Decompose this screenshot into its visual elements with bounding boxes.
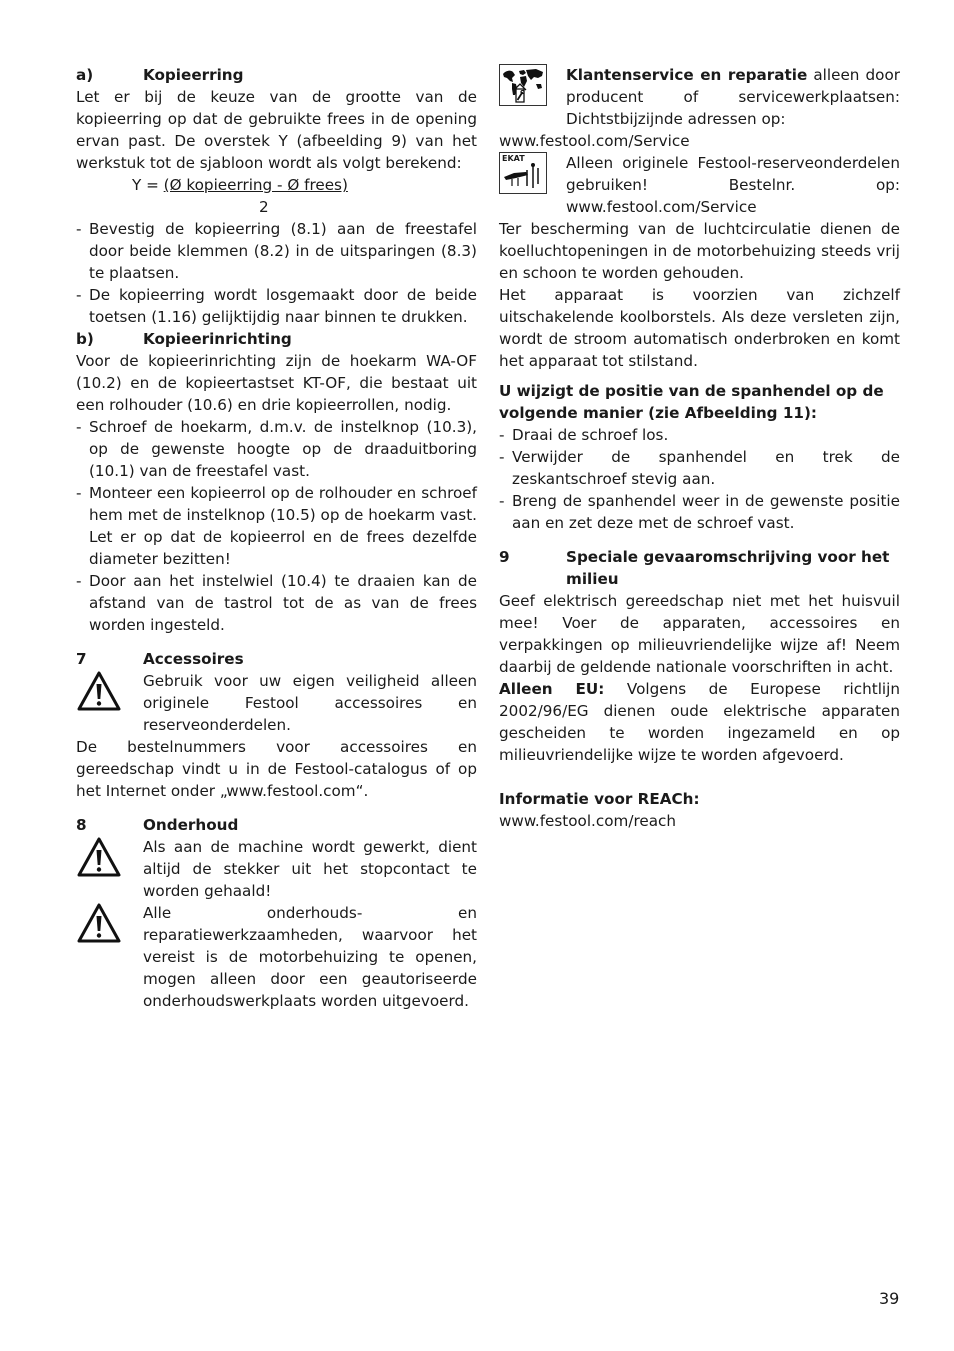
ekat-text: Alleen originele Festool-reserveonderdelen gebruiken! Bestelnr. op: www.festool.com/Service xyxy=(566,154,900,216)
formula xyxy=(76,174,477,196)
ekat-spare-parts-icon xyxy=(499,152,547,194)
section-9-number: 9 xyxy=(499,548,510,566)
section-b-title: Kopieerinrichting xyxy=(143,330,292,348)
page-number: 39 xyxy=(879,1289,900,1308)
section-7-warning-text: Gebruik voor uw eigen veiligheid alleen originele Festool accessoires en reserveonderdelen. xyxy=(143,672,477,734)
section-8-warning-text-1: Als aan de machine wordt gewerkt, dient altijd de stekker uit het stopcontact te worden gehaald! xyxy=(143,838,477,900)
formula-denominator: 2 xyxy=(259,198,269,216)
list-item: - Draai de schroef los. xyxy=(499,426,669,444)
right-column xyxy=(499,64,900,832)
reach-heading: Informatie voor REACh: xyxy=(499,790,700,808)
section-a-text: Let er bij de keuze van de grootte van de kopieerring op dat de gebruikte frees in de opening ervan past. De overstek Y (afbeelding 9) van het werkstuk tot de sjabloon wordt als volgt berekend: xyxy=(76,88,477,172)
section-8-heading xyxy=(76,814,477,836)
eu-text: Alleen EU: Volgens de Europese richtlijn 2002/96/EG dienen oude elektrische apparaten gescheiden te worden ingezameld en op milieuvriendelijke wijze te worden afgevoerd. xyxy=(499,680,900,764)
warning-triangle-icon xyxy=(76,902,143,950)
section-b-label: b) xyxy=(76,330,94,348)
service-text: alleen door producent of servicewerkplaatsen: Dichtstbijzijnde adressen op: xyxy=(566,66,900,128)
formula-lhs: Y = xyxy=(132,176,164,194)
left-column xyxy=(76,64,477,1012)
section-7-number: 7 xyxy=(76,650,87,668)
world-map-service-icon xyxy=(499,64,547,106)
list-item: - Breng de spanhendel weer in de gewenste positie aan en zet deze met de schroef vast. xyxy=(499,492,900,532)
section-9-heading xyxy=(499,546,900,590)
list-item: - Bevestig de kopieerring (8.1) aan de freestafel door beide klemmen (8.2) in de uitsparingen (8.3) te plaatsen. xyxy=(76,220,477,282)
lever-heading: U wijzigt de positie van de spanhendel op de volgende manier (zie Afbeelding 11): xyxy=(499,382,884,422)
section-a-label: a) xyxy=(76,66,94,84)
section-8-title: Onderhoud xyxy=(143,816,239,834)
section-8-number: 8 xyxy=(76,816,87,834)
section-7-text: De bestelnummers voor accessoires en gereedschap vindt u in de Festool-catalogus of op het Internet onder „www.festool.com“. xyxy=(76,738,477,800)
ekat-block xyxy=(499,152,900,218)
warning-block xyxy=(76,902,477,1012)
ekat-label: EKAT xyxy=(502,154,525,163)
warning-block xyxy=(76,670,477,736)
list-item: - Monteer een kopieerrol op de rolhouder en schroef hem met de instelknop (10.5) op de hoekarm vast. Let er op dat de kopieerrol en de frees dezelfde diameter bezitten! xyxy=(76,484,477,568)
reach-url: www.festool.com/reach xyxy=(499,812,676,830)
brush-text: Het apparaat is voorzien van zichzelf uitschakelende koolborstels. Als deze versleten zijn, wordt de stroom automatisch onderbroken en komt het apparaat tot stilstand. xyxy=(499,286,900,370)
list-item: - Verwijder de spanhendel en trek de zeskantschroef stevig aan. xyxy=(499,448,900,488)
section-9-title: Speciale gevaaromschrijving voor het milieu xyxy=(566,548,890,588)
warning-block xyxy=(76,836,477,902)
cooling-text: Ter bescherming van de luchtcirculatie dienen de koelluchtopeningen in de motorbehuizing steeds vrij en schoon te worden gehouden. xyxy=(499,220,900,282)
section-a-heading xyxy=(76,64,477,86)
section-9-text: Geef elektrisch gereedschap niet met het huisvuil mee! Voer de apparaten, accessoires en verpakkingen op milieuvriendelijke wijze af! Neem daarbij de geldende nationale voorschriften in acht. xyxy=(499,592,900,676)
list-item: - Schroef de hoekarm, d.m.v. de instelknop (10.3), op de gewenste hoogte op de draaduitboring (10.1) van de freestafel vast. xyxy=(76,418,477,480)
section-b-text: Voor de kopieerinrichting zijn de hoekarm WA-OF (10.2) en de kopieertastset KT-OF, die bestaat uit een rolhouder (10.6) en drie kopieerrollen, nodig. xyxy=(76,352,477,414)
service-block xyxy=(499,64,900,130)
warning-triangle-icon xyxy=(76,836,143,884)
section-7-heading xyxy=(76,648,477,670)
service-title: Klantenservice en reparatie xyxy=(566,66,808,84)
service-url: www.festool.com/Service xyxy=(499,132,690,150)
list-item: - De kopieerring wordt losgemaakt door de beide toetsen (1.16) gelijktijdig naar binnen te drukken. xyxy=(76,286,477,326)
section-7-title: Accessoires xyxy=(143,650,244,668)
section-8-warning-text-2: Alle onderhouds- en reparatiewerkzaamheden, waarvoor het vereist is de motorbehuizing te openen, mogen alleen door een geautoriseerde onderhoudswerkplaats worden uitgevoerd. xyxy=(143,904,477,1010)
formula-numerator: (Ø kopieerring - Ø frees) xyxy=(163,176,348,194)
section-b-heading xyxy=(76,328,477,350)
warning-triangle-icon xyxy=(76,670,143,718)
section-a-title: Kopieerring xyxy=(143,66,244,84)
list-item: - Door aan het instelwiel (10.4) te draaien kan de afstand van de tastrol tot de as van de frees worden ingesteld. xyxy=(76,572,477,634)
eu-label: Alleen EU: xyxy=(499,680,605,698)
